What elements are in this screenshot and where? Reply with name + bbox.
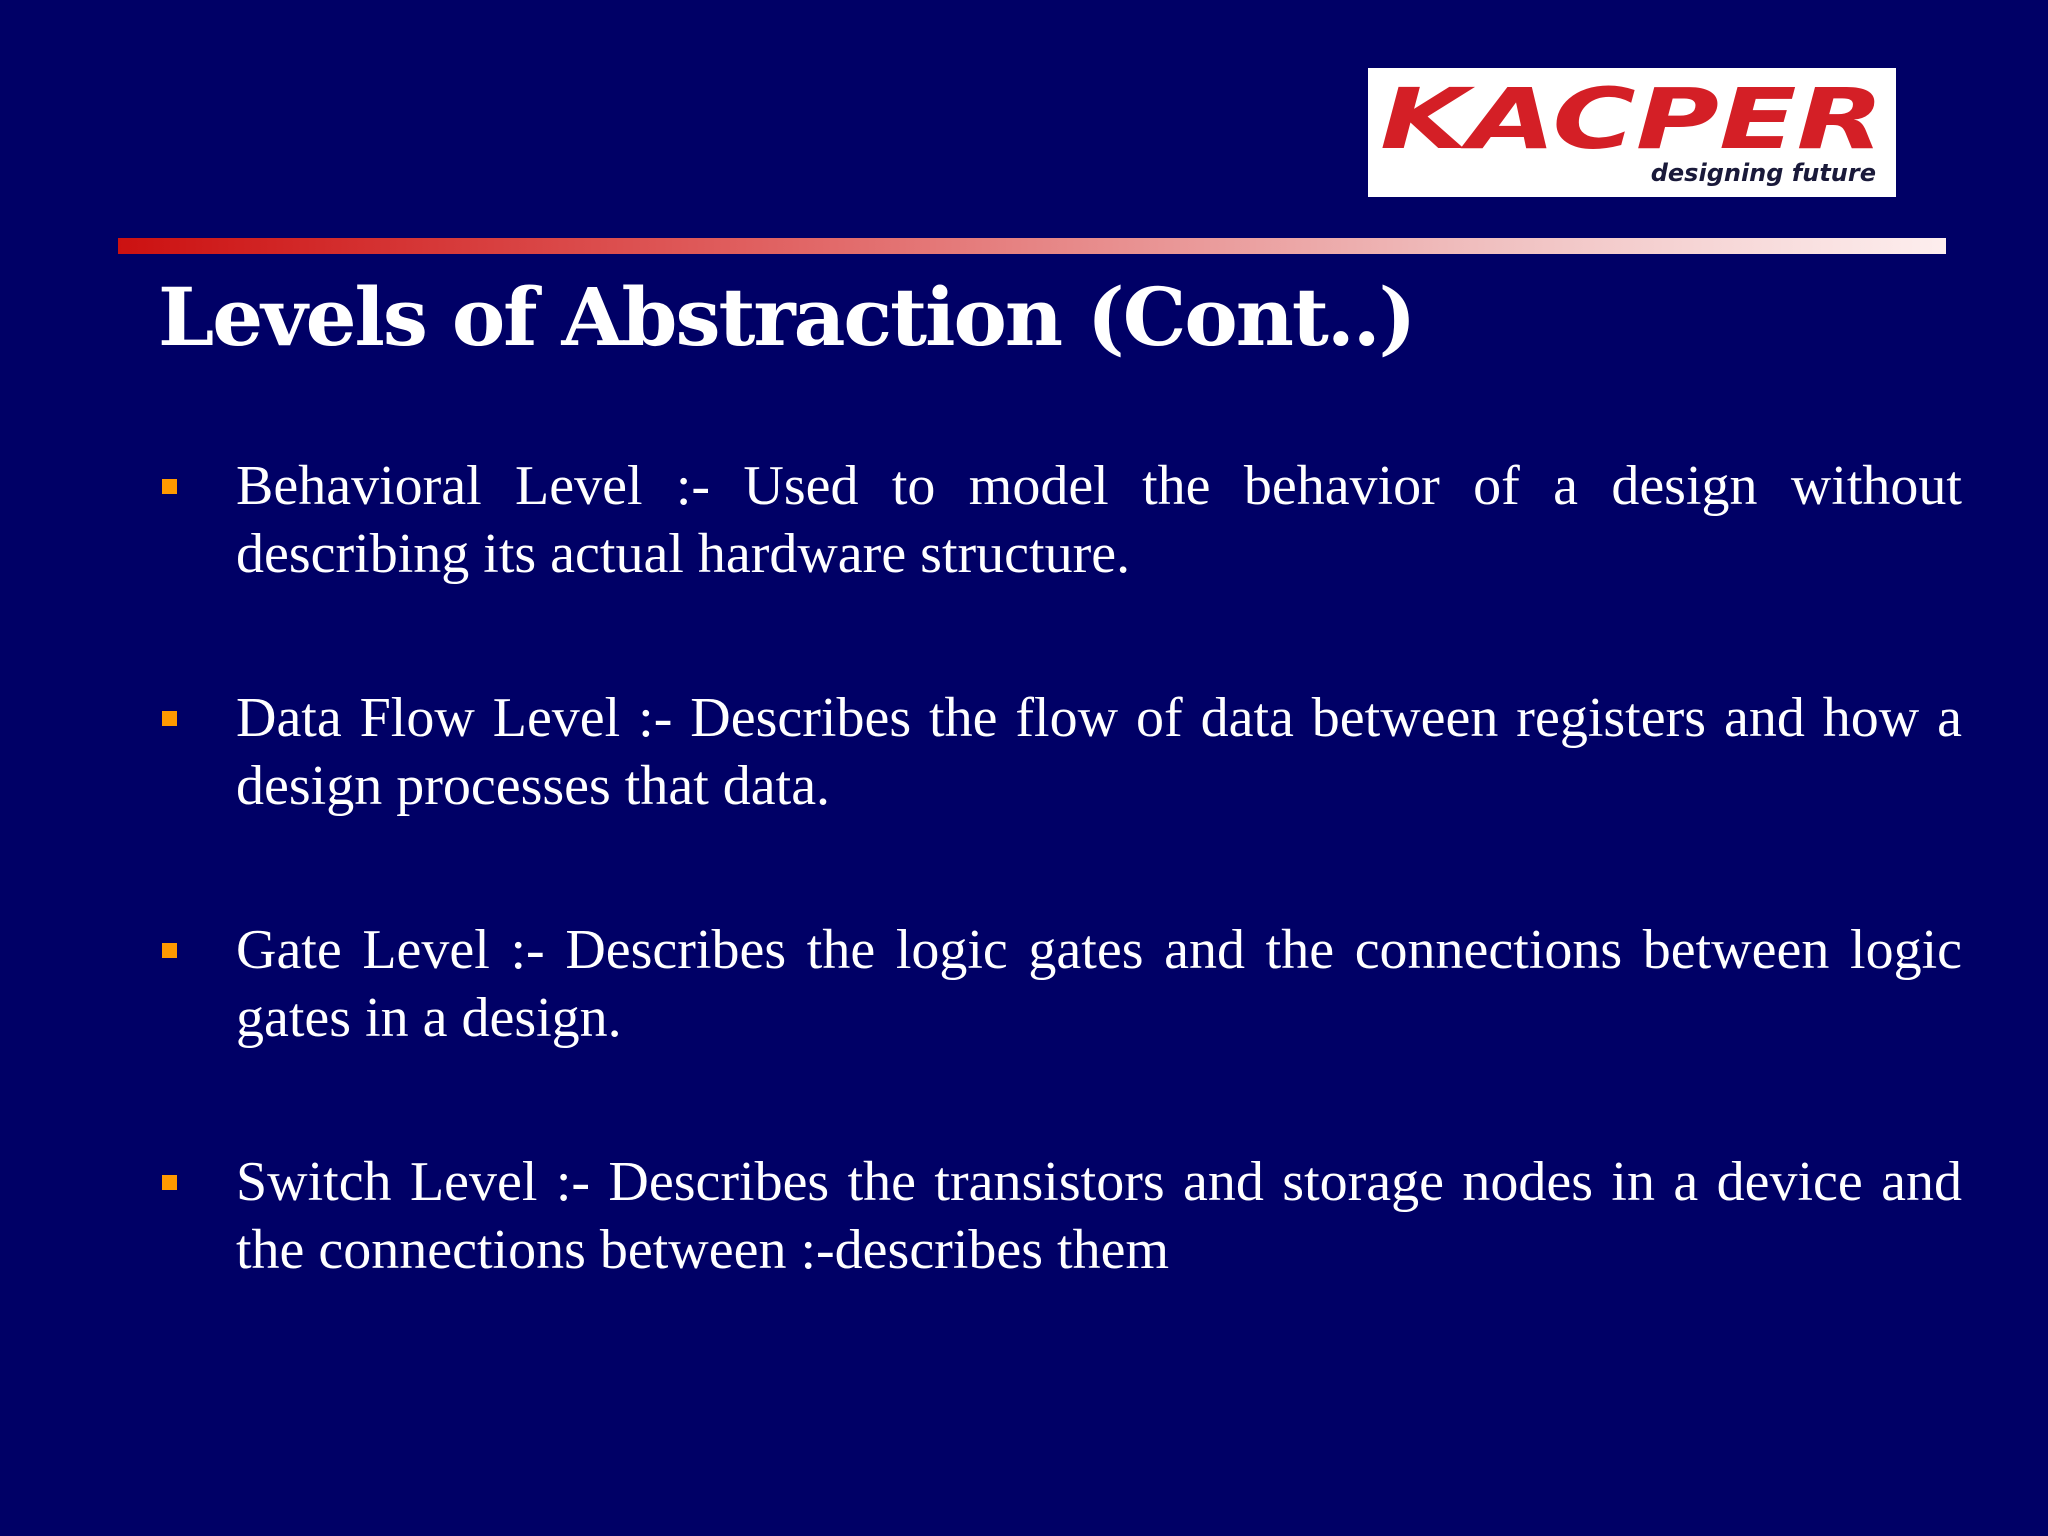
bullet-text: Switch Level :- Describes the transistors and storage nodes in a device and the connections between :-describes them <box>236 1151 1962 1281</box>
square-bullet-icon <box>162 1175 177 1190</box>
kacper-logo <box>1368 68 1896 197</box>
bullet-item <box>158 916 1962 1148</box>
bullet-text: Gate Level :- Describes the logic gates and the connections between logic gates in a design. <box>236 919 1962 1049</box>
logo-tagline: designing future <box>1650 159 1876 187</box>
bullet-text: Behavioral Level :- Used to model the behavior of a design without describing its actual hardware structure. <box>236 455 1962 585</box>
square-bullet-icon <box>162 479 177 494</box>
square-bullet-icon <box>162 943 177 958</box>
kacper-logo-graphic <box>1368 68 1896 197</box>
square-bullet-icon <box>162 711 177 726</box>
logo-wordmark: KACPER <box>1380 70 1884 168</box>
bullet-text: Data Flow Level :- Describes the flow of data between registers and how a design processes that data. <box>236 687 1962 817</box>
title-divider <box>118 238 1946 254</box>
bullet-item <box>158 1148 1962 1380</box>
bullet-list <box>158 452 1962 1380</box>
bullet-item <box>158 684 1962 916</box>
slide-title: Levels of Abstraction (Cont..) <box>158 270 1415 364</box>
bullet-item <box>158 452 1962 684</box>
